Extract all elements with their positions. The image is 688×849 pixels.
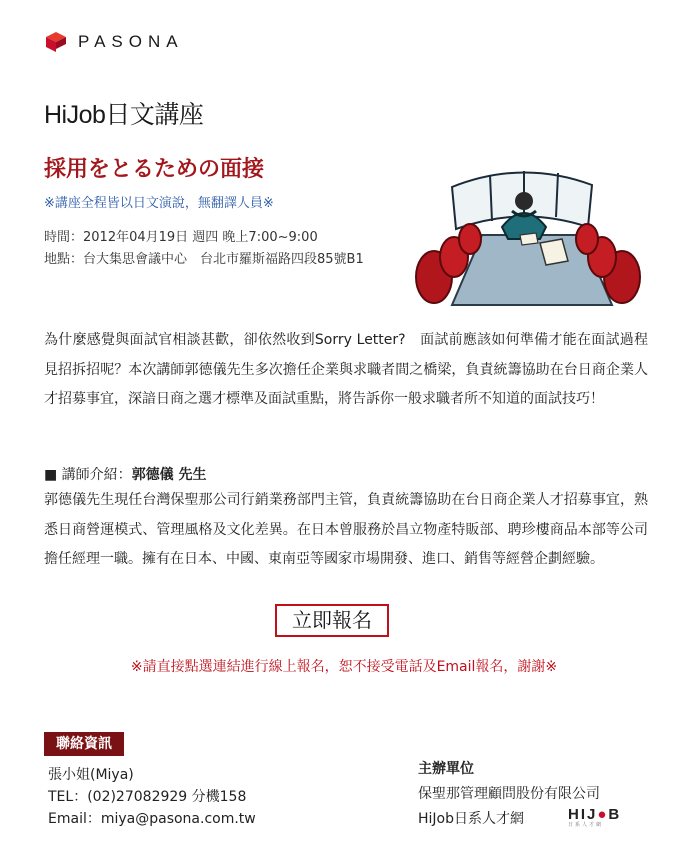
seminar-headline: 採用をとるための面接 — [44, 156, 265, 182]
organizer-heading: 主辦單位 — [418, 761, 474, 777]
contact-heading: 聯絡資訊 — [44, 732, 124, 756]
speaker-heading — [44, 464, 207, 484]
contact-name: 張小姐(Miya) — [48, 767, 134, 783]
event-time: 時間：2012年04月19日 週四 晚上7:00~9:00 — [44, 230, 318, 245]
organizer-company: 保聖那管理顧問股份有限公司 — [418, 786, 600, 802]
contact-phone: TEL：(02)27082929 分機158 — [48, 789, 247, 805]
pasona-logo[interactable] — [44, 30, 184, 54]
event-place: 地點：台大集思會議中心 台北市羅斯福路四段85號B1 — [44, 252, 364, 267]
speaker-heading-prefix: ■ 講師介紹： — [44, 467, 132, 483]
interview-scene-illustration — [412, 165, 644, 311]
registration-warning: ※請直接點選連結進行線上報名，恕不接受電話及Email報名，謝謝※ — [130, 659, 558, 675]
speaker-name: 郭德儀 先生 — [131, 467, 207, 483]
organizer-site: HiJob日系人才網 — [418, 811, 524, 827]
hijob-logo-text: HIJ●B — [568, 806, 622, 823]
intro-paragraph: 為什麼感覺與面試官相談甚歡，卻依然收到Sorry Letter? 面試前應該如何準備才能在面試過程見招拆招呢？本次講師郭德儀先生多次擔任企業與求職者間之橋梁，負責統籌協助在台日商企業人才招募事宜，深諳日商之選才標準及面試重點，將告訴你一般求職者所不知道的面試技巧！ — [44, 332, 648, 407]
contact-email[interactable]: Email：miya@pasona.com.tw — [48, 811, 256, 827]
speaker-bio: 郭德儀先生現任台灣保聖那公司行銷業務部門主管，負責統籌協助在台日商企業人才招募事宜，熟悉日商營運模式、管理風格及文化差異。在日本曾服務於昌立物產特販部、聘珍樓商品本部等公司擔任經理一職。擁有在日本、中國、東南亞等國家市場開發、進口、銷售等經營企劃經驗。 — [44, 492, 648, 567]
hijob-logo[interactable] — [568, 806, 630, 830]
hijob-logo-subtitle: 日系人才網 — [568, 822, 604, 828]
register-now-button[interactable]: 立即報名 — [275, 604, 389, 637]
brand-name: PASONA — [78, 32, 184, 51]
language-notice: ※講座全程皆以日文演說，無翻譯人員※ — [44, 196, 274, 211]
course-title: HiJob日文講座 — [44, 101, 204, 129]
pasona-cube-logo-icon — [44, 30, 68, 54]
